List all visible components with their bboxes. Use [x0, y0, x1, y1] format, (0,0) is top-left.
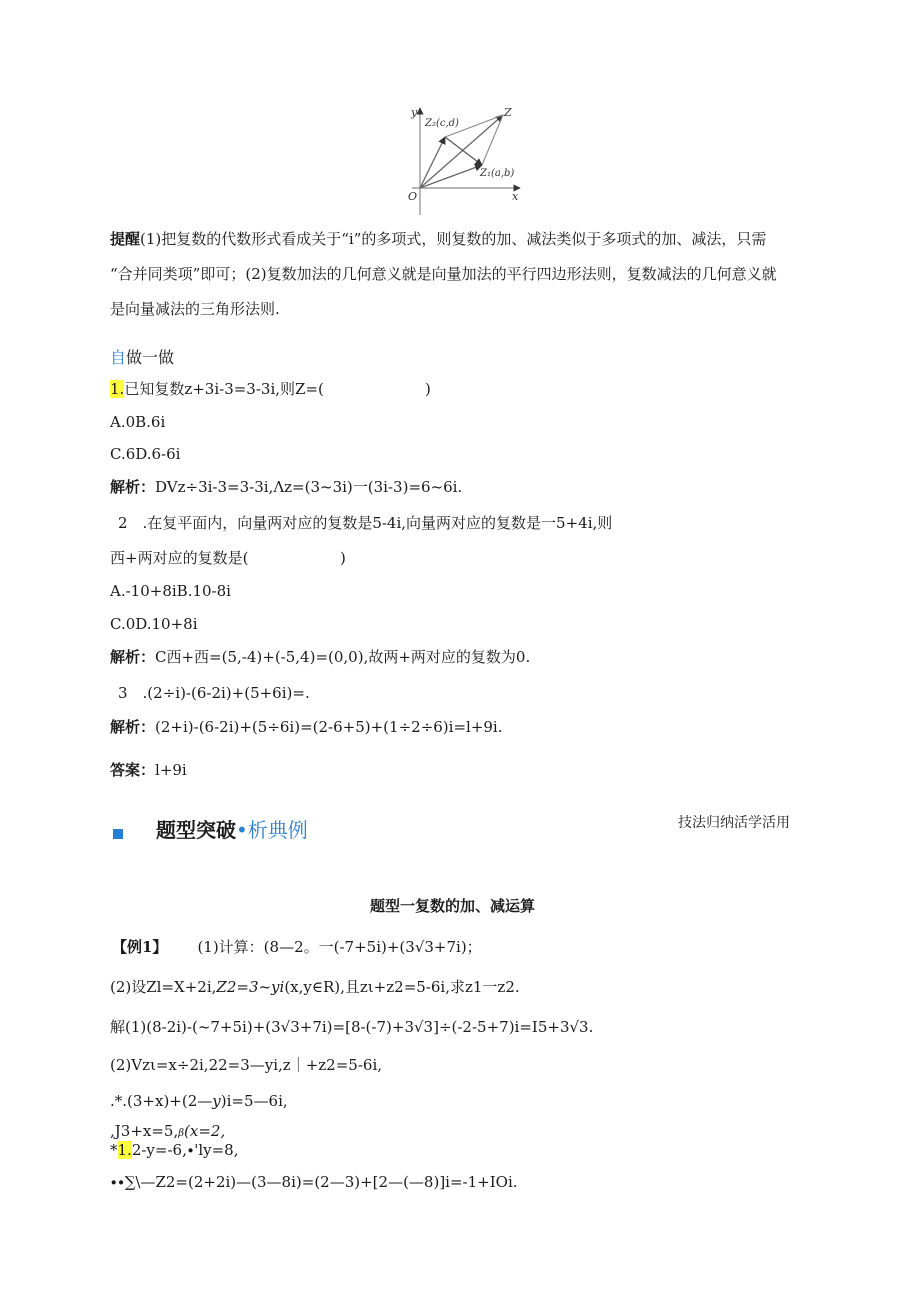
label-o: O	[408, 190, 418, 203]
example-1-line-1: 【例1】 (1)计算：(8—2。一(-7+5i)+(3√3+7i)；	[112, 938, 482, 956]
subsection-title: 题型一复数的加、减运算	[370, 897, 536, 915]
question-1-close: )	[425, 380, 431, 398]
solution-line-4: ,J3+x=5,β(x=2,	[110, 1122, 226, 1140]
segment-z1z	[482, 115, 503, 165]
question-2-close: )	[340, 549, 346, 567]
label-z1: Z₁(a,b)	[480, 168, 515, 179]
label-z2: Z₂(c,d)	[425, 118, 459, 129]
selfcheck-heading: 自做一做	[110, 348, 175, 367]
question-1: 1.已知复数z+3i-3=3-3i,则Z=(	[110, 380, 324, 398]
label-x: x	[512, 190, 519, 203]
question-3-answer: 解析：(2+i)-(6-2i)+(5÷6i)=(2-6+5)+(1÷2÷6)i=l+9i.	[110, 718, 503, 736]
solution-line-5: *1.2-y=-6,∙'ly=8,	[110, 1141, 239, 1159]
label-y: y	[411, 106, 418, 119]
hint-line-3: 是向量减法的三角形法则.	[110, 300, 280, 318]
example-1-line-2: (2)设Zl=X+2i,Z2=3~yi(x,y∈R),且zι+z2=5-6i,求z1一z2.	[110, 978, 520, 996]
question-2-options-cd: C.0D.10+8i	[110, 615, 198, 633]
question-1-options-cd: C.6D.6-6i	[110, 445, 181, 463]
question-2-line-2: 西+两对应的复数是(	[110, 549, 249, 567]
question-2-options-ab: A.-10+8iB.10-8i	[110, 582, 231, 600]
question-2-line-1: 2 .在复平面内，向量两对应的复数是5-4i,向量两对应的复数是一5+4i,则	[118, 514, 613, 532]
question-1-options-ab: A.0B.6i	[110, 413, 166, 431]
parallelogram-figure	[400, 100, 535, 220]
question-3: 3 .(2÷i)-(6-2i)+(5+6i)=.	[118, 684, 310, 702]
solution-line-3: .*.(3+x)+(2—y)i=5—6i,	[110, 1092, 288, 1110]
question-1-answer: 解析：DVz÷3i-3=3-3i,Λz=(3~3i)一(3i-3)=6~6i.	[110, 478, 463, 496]
section-marker-icon	[113, 826, 123, 841]
solution-line-6: ∙∙∑\—Z2=(2+2i)—(3—8i)=(2—3)+[2—(—8)]i=-1+IOi.	[110, 1173, 518, 1191]
question-2-answer: 解析：C西+西=(5,-4)+(-5,4)=(0,0),故两+两对应的复数为0.	[110, 648, 531, 666]
section-right-caption: 技法归纳活学活用	[678, 815, 790, 831]
label-z: Z	[504, 106, 512, 119]
solution-line-2: (2)Vzι=x÷2i,22=3—yi,z｜+z2=5-6i,	[110, 1056, 383, 1074]
question-3-final-answer: 答案：l+9i	[110, 761, 187, 779]
solution-line-1: 解(1)(8-2i)-(~7+5i)+(3√3+7i)=[8-(-7)+3√3]÷(-2-5+7)i=I5+3√3.	[110, 1018, 594, 1036]
hint-line-1: 提醒(1)把复数的代数形式看成关于“i”的多项式，则复数的加、减法类似于多项式的加、减法，只需	[110, 230, 767, 248]
hint-line-2: “合并同类项”即可；(2)复数加法的几何意义就是向量加法的平行四边形法则，复数减法的几何意义就	[110, 265, 777, 283]
section-title: 题型突破•析典例	[156, 818, 308, 842]
